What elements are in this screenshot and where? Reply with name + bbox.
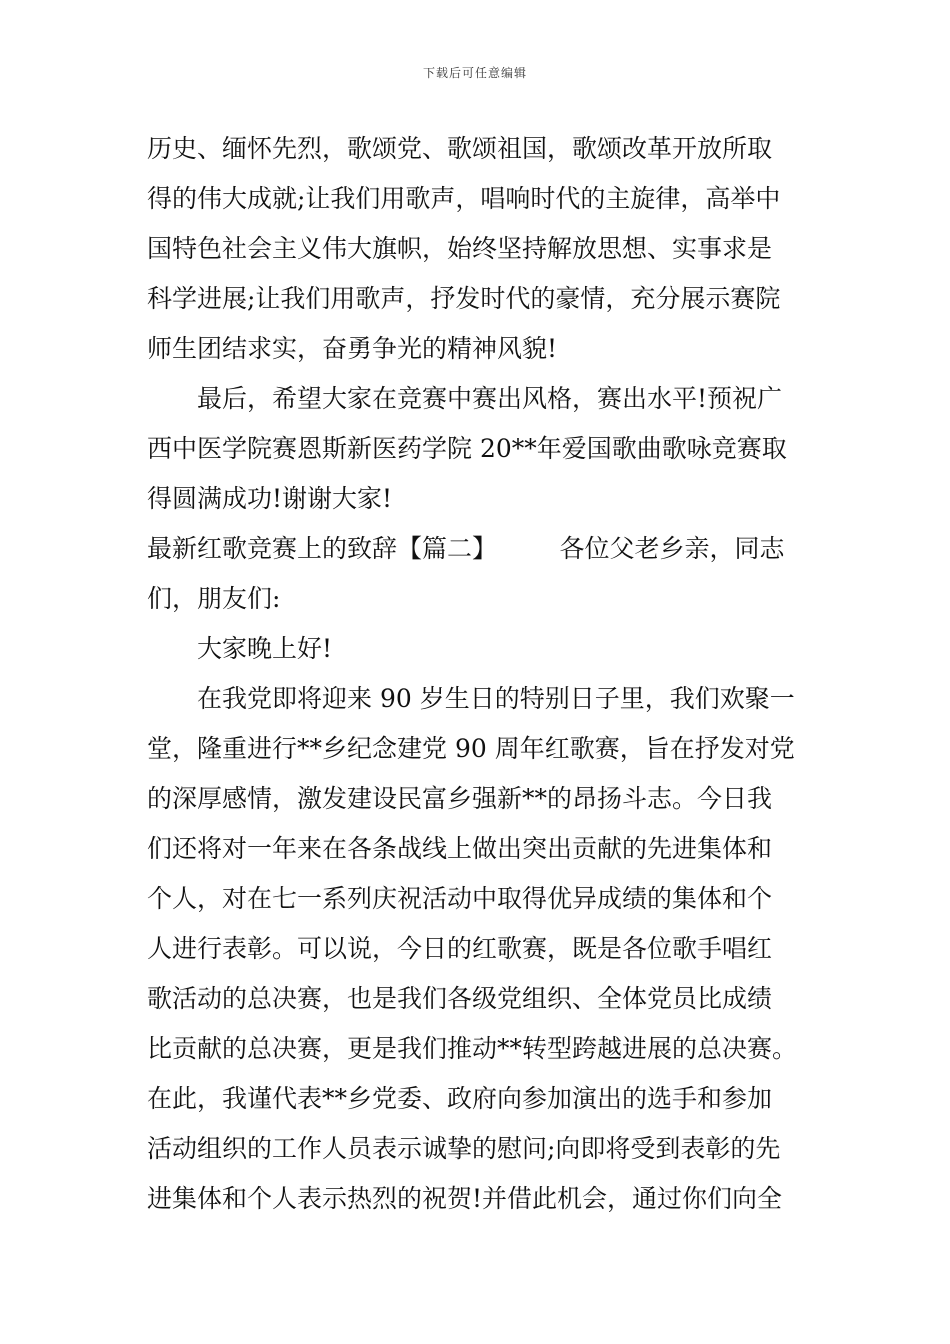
- text-line: 科学进展;让我们用歌声，抒发时代的豪情，充分展示赛院: [147, 284, 781, 313]
- text-line: 最后，希望大家在竞赛中赛出风格，赛出水平!预祝广: [197, 384, 783, 413]
- text-line: 人进行表彰。可以说，今日的红歌赛，既是各位歌手唱红: [147, 934, 773, 963]
- text-line: 师生团结求实，奋勇争光的精神风貌!: [147, 334, 558, 363]
- text-line: 歌活动的总决赛，也是我们各级党组织、全体党员比成绩: [147, 984, 773, 1013]
- text-line: 活动组织的工作人员表示诚挚的慰问;向即将受到表彰的先: [147, 1134, 781, 1163]
- page-header: 下载后可任意编辑: [422, 66, 527, 80]
- text-line: 们还将对一年来在各条战线上做出突出贡献的先进集体和: [147, 834, 773, 863]
- text-line: 们，朋友们:: [147, 584, 281, 613]
- text-line: 得圆满成功!谢谢大家!: [147, 484, 393, 513]
- text-line: 比贡献的总决赛，更是我们推动**转型跨越进展的总决赛。: [147, 1034, 798, 1063]
- greeting-line: 大家晚上好!: [197, 634, 333, 663]
- text-line: 西中医学院赛恩斯新医药学院 20**年爱国歌曲歌咏竞赛取: [147, 434, 787, 463]
- text-line: 的深厚感情，激发建设民富乡强新**的昂扬斗志。今日我: [147, 784, 773, 813]
- text-line: 历史、缅怀先烈，歌颂党、歌颂祖国，歌颂改革开放所取: [147, 134, 773, 163]
- text-line: 进集体和个人表示热烈的祝贺!并借此机会，通过你们向全: [147, 1184, 783, 1213]
- text-line: 个人，对在七一系列庆祝活动中取得优异成绩的集体和个: [147, 884, 773, 913]
- text-line: 在我党即将迎来 90 岁生日的特别日子里，我们欢聚一: [197, 684, 795, 713]
- section-heading: 最新红歌竞赛上的致辞【篇二】 各位父老乡亲，同志: [147, 534, 785, 563]
- text-line: 堂，隆重进行**乡纪念建党 90 周年红歌赛，旨在抒发对党: [147, 734, 795, 763]
- text-line: 在此，我谨代表**乡党委、政府向参加演出的选手和参加: [147, 1084, 773, 1113]
- text-line: 国特色社会主义伟大旗帜，始终坚持解放思想、实事求是: [147, 234, 773, 263]
- text-line: 得的伟大成就;让我们用歌声，唱响时代的主旋律，高举中: [147, 184, 781, 213]
